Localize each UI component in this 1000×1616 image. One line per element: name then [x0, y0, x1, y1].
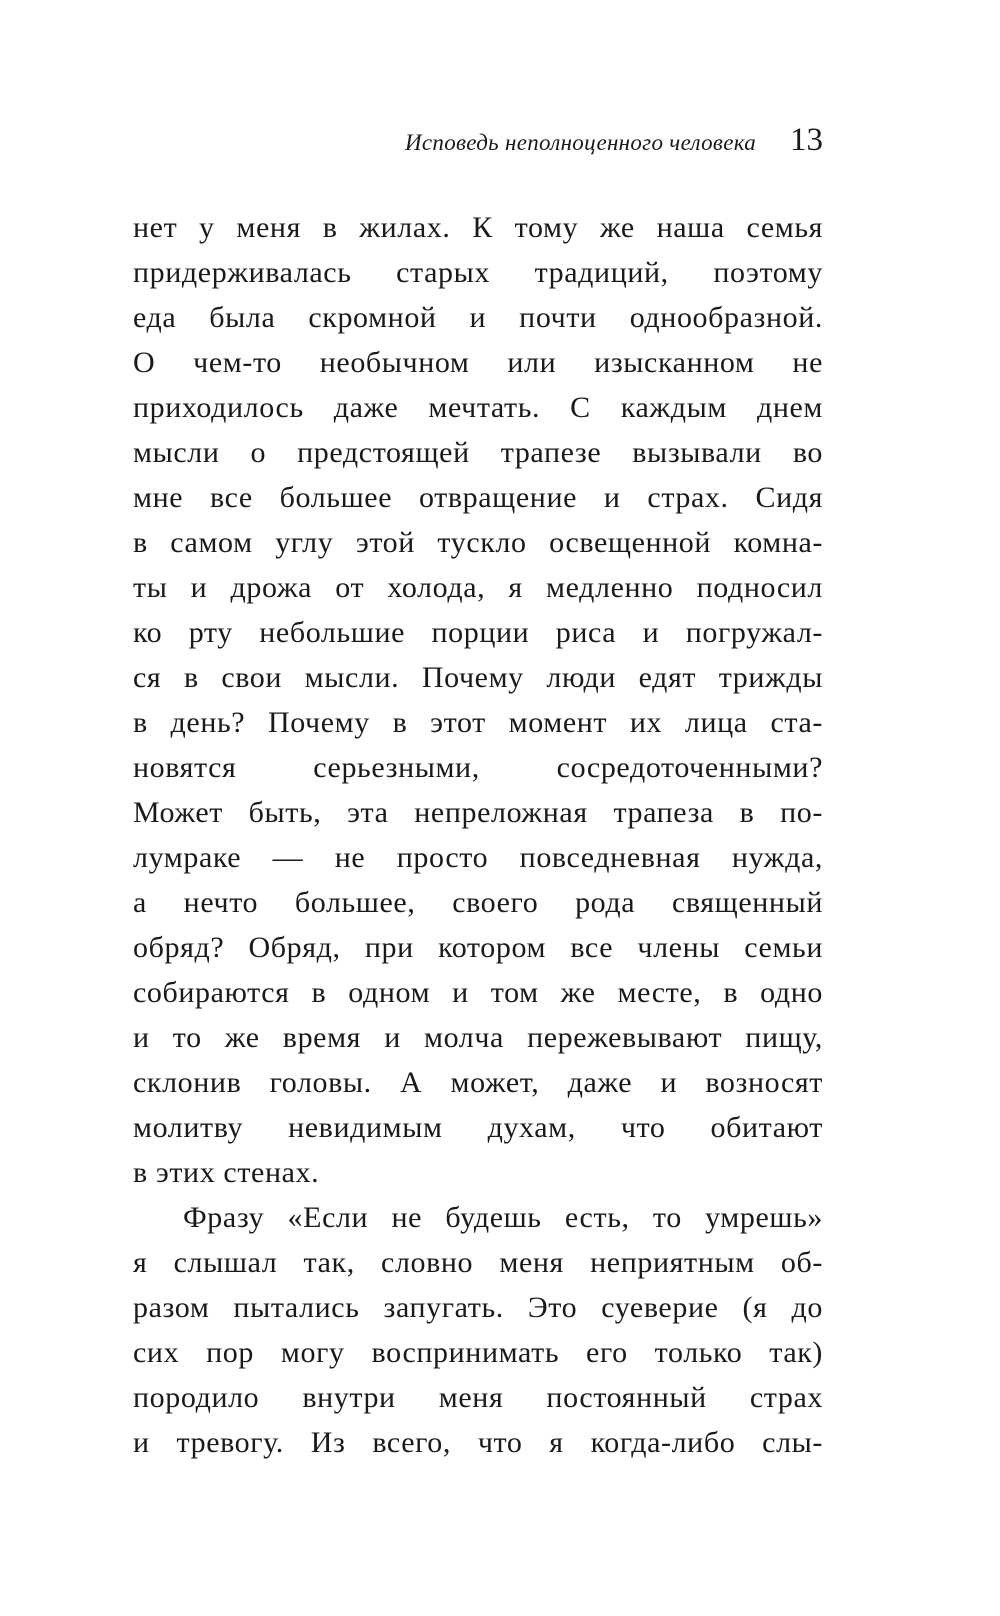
text-line: обряд? Обряд, при котором все члены семьи [133, 931, 823, 964]
text-line: склонив головы. А может, даже и возносят [133, 1066, 823, 1099]
paragraph-1 [133, 205, 823, 1195]
text-line: еда была скромной и почти однообразной. [133, 301, 823, 334]
text-line: новятся серьезными, сосредоточенными? [133, 751, 823, 784]
text-line: Фразу «Если не будешь есть, то умрешь» [183, 1201, 823, 1234]
body-text [133, 205, 823, 1465]
text-line: придерживалась старых традиций, поэтому [133, 256, 823, 289]
text-line: я слышал так, словно меня неприятным об- [133, 1246, 823, 1279]
text-line: собираются в одном и том же месте, в одно [133, 976, 823, 1009]
text-line: Может быть, эта непреложная трапеза в по- [133, 796, 823, 829]
text-line: лумраке — не просто повседневная нужда, [133, 841, 823, 874]
text-line: приходилось даже мечтать. С каждым днем [133, 391, 823, 424]
text-line: нет у меня в жилах. К тому же наша семья [133, 211, 823, 244]
running-header [133, 122, 823, 172]
text-line: ко рту небольшие порции риса и погружал- [133, 616, 823, 649]
text-line: в самом углу этой тускло освещенной комна- [133, 526, 823, 559]
text-line: а нечто большее, своего рода священный [133, 886, 823, 919]
text-line: молитву невидимым духам, что обитают [133, 1111, 823, 1144]
text-line: разом пытались запугать. Это суеверие (я до [133, 1291, 823, 1324]
text-line: породило внутри меня постоянный страх [133, 1381, 823, 1414]
text-line: мысли о предстоящей трапезе вызывали во [133, 436, 823, 469]
text-line: и то же время и молча пережевывают пищу, [133, 1021, 823, 1054]
paragraph-2 [133, 1195, 823, 1465]
text-line: ся в свои мысли. Почему люди едят трижды [133, 661, 823, 694]
page-number: 13 [790, 122, 823, 158]
text-line: сих пор могу воспринимать его только так) [133, 1336, 823, 1369]
text-line: в этих стенах. [133, 1156, 320, 1189]
text-line: ты и дрожа от холода, я медленно подносил [133, 571, 823, 604]
text-line: мне все большее отвращение и страх. Сидя [133, 481, 823, 514]
text-line: в день? Почему в этот момент их лица ста- [133, 706, 823, 739]
text-line: О чем-то необычном или изысканном не [133, 346, 823, 379]
text-line: и тревогу. Из всего, что я когда-либо слы- [133, 1426, 823, 1459]
running-title: Исповедь неполноценного человека [405, 130, 756, 155]
